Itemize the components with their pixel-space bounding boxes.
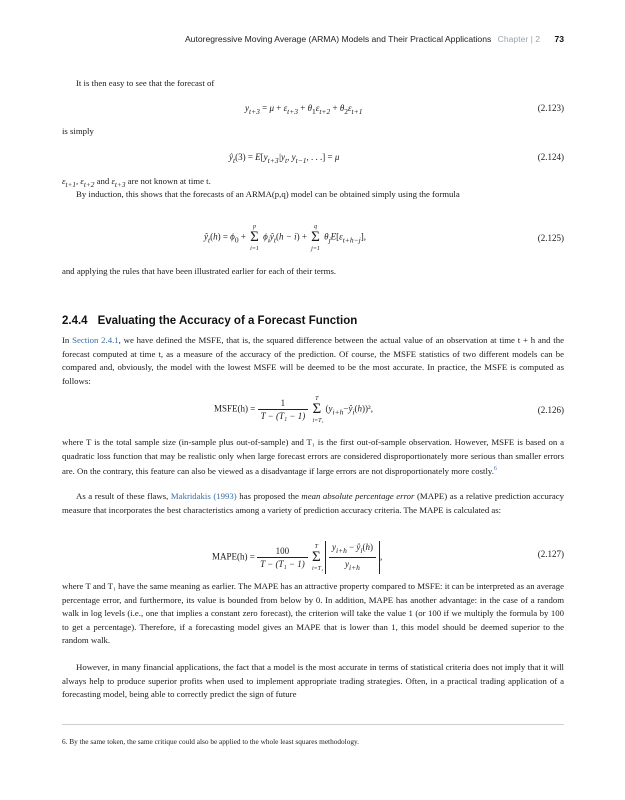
paragraph-text: where T is the total sample size (in-sample plus out-of-sample) and T₁ is the first out-of-sample observation. However, MSFE is based on a quadratic loss function that may be realistic only when large forecast errors are considered disproportionately more serious than smaller errors are. On the contrary, this feature can also be viewed as a disadvantage if large errors are not disproportionately more costly. (62, 437, 564, 476)
paragraph-text: (MAPE) as a relative prediction accuracy measure that incorporates the best characteristics among a variety of prediction accuracy criteria. The MAPE is calculated as: (62, 491, 564, 515)
frac-denominator: T − (T₁ − 1) (260, 411, 306, 421)
paragraph-msfe (62, 334, 564, 388)
footnote-divider (62, 724, 564, 725)
page-number: 73 (554, 34, 564, 44)
as-line: $\varepsilon_{t+1}$, $\varepsilon_{t+2}$ and $\varepsilon_{t+3}$ are not known at time t. (62, 176, 211, 189)
footnote-marker[interactable]: 6 (493, 466, 497, 472)
paragraph-financial: However, in many financial applications, the fact that a model is the most accurate in terms of statistical criteria does not imply that it will always help to produce superior profits when used to implement appropriate trading strategies. Often, in a practical trading application of a forecasting model, being able to correctly predict the sign of future (62, 662, 564, 699)
makridakis-link[interactable]: Makridakis (1993) (170, 491, 237, 501)
section-heading (62, 315, 357, 327)
footnote: 6. By the same token, the same critique could also be applied to the whole least squares methodology. (62, 737, 360, 747)
paragraph-text: has proposed the (236, 491, 302, 501)
paragraph-mape: where T and T₁ have the same meaning as earlier. The MAPE has an attractive property compared to MSFE: it can be interpreted as an average percentage error, and furthermore, its value is bounded from below by 0. In addition, MAPE has another advantage: in the case of a random walk in log levels (i.e., one that implies a constant zero forecast), the criterion will take the value 1 (or 100 if we multiply the formula by 100 to get a percentage). Therefore, if a forecasting model gives an MAPE that is lower than 1, this model should be deemed superior to the random walk. (62, 581, 564, 645)
equation-number: (2.124) (537, 152, 564, 162)
running-title: Autoregressive Moving Average (ARMA) Models and Their Practical Applications (184, 34, 492, 44)
is-simply-text: is simply (62, 126, 94, 136)
as-line-tail: are not known at time t. (125, 176, 211, 186)
paragraph-where (62, 436, 564, 478)
induction-paragraph: By induction, this shows that the forecasts of an ARMA(p,q) model can be obtained simply using the formula (76, 189, 460, 199)
paragraph-makridakis (62, 490, 564, 517)
paragraph-text: , we have defined the MSFE, that is, the squared difference between the actual value of an observation at time t + h and the forecast computed at time t, as a measure of the accuracy of the prediction. Of course, the MSFE statistics of two different models can be compared and, obviously, the model with the lowest MSFE will be deemed to be the most accurate. In practice, the MSFE is computed as follows: (62, 335, 564, 386)
frac-numerator: 100 (257, 545, 308, 558)
running-head (185, 34, 564, 44)
applying-text: and applying the rules that have been illustrated earlier for each of their terms. (62, 266, 337, 276)
section-number: 2.4.4 (62, 315, 88, 327)
equation-number: (2.127) (537, 549, 564, 559)
equation-number: (2.125) (537, 233, 564, 243)
intro-line: It is then easy to see that the forecast of (76, 78, 215, 88)
chapter-label: Chapter | 2 (497, 34, 541, 44)
equation-number: (2.123) (537, 103, 564, 113)
emphasis-text: mean absolute percentage error (301, 491, 415, 501)
equation-number: (2.126) (537, 405, 564, 415)
frac-denominator: T − (T₁ − 1) (260, 558, 305, 569)
section-2-4-1-link[interactable]: Section 2.4.1 (72, 335, 119, 345)
page: Autoregressive Moving Average (ARMA) Models and Their Practical Applications Chapter | 2 73 It is then easy to see that the forecast of $y_{t+3} = \mu + \varepsilon_{t+3} + \theta_1\varepsilon_{t+2} + \theta_2\varepsilon_{t+1}$ (2.123) is simply $ŷ_t(3) = E[y_{t+3}|y_t$, $y_{t-1}$, . . .] = μ (2.124) $\varepsilon_{t+1}$, $\varepsilon_{t+2}$ and $\varepsilon_{t+3}$ are not known at time t. By induction, this shows that the forecasts of an ARMA(p,q) model can be obtained simply using the formula $ŷ_t(h) = \phi_0$ + p Σ i=1 $\phi_iŷ_t(h - i)$ + q Σ j=1 $\theta_jE[\varepsilon_{t+h-j}]$, (2.125) and applying the rules that have been illustrated earlier for each of their terms. 2.4.4 Evaluating the Accuracy of a Forecast Function In Section 2.4.1, we have defined the MSFE, that is, the squared difference between the actual value of an observation at time t + h and the forecast computed at time t, as a measure of the accuracy of the prediction. Of course, the MSFE statistics of two different models can be compared and, obviously, the model with the lowest MSFE will be deemed to be the most accurate. In practice, the MSFE is computed as follows: MSFE(h) = $\frac{1}{\text{T − (T₁ − 1)}}$ T Σ i=T₁ $(y_{i+h}-ŷ_i(h))^2$, (2.126) where T is the total sample size (in-sample plus out-of-sample) and T₁ is the first out-of-sample observation. However, MSFE is based on a quadratic loss function that may be realistic only when large forecast errors are considered disproportionately more serious than smaller errors are. On the contrary, this feature can also be viewed as a disadvantage if large errors are not disproportionately more costly.$^6$ As a result of these flaws, Makridakis (1993) has proposed the mean absolute percentage error (MAPE) as a relative prediction accuracy measure that incorporates the best characteristics among a variety of prediction accuracy criteria. The MAPE is calculated as: MAPE(h) = $\frac{100}{\text{T − (T₁ − 1)}}$ T Σ i=T₁ $\frac{y_{i+h} - ŷ_i(h)}{y_{i+h}}$ , (2.127) where T and T₁ have the same meaning as earlier. The MAPE has an attractive property compared to MSFE: it can be interpreted as an average percentage error, and furthermore, its value is bounded from below by 0. In addition, MAPE has another advantage: in the case of a random walk in log levels (i.e., one that implies a constant zero forecast), the criterion will take the value 1 (or 100 if we multiply the formula by 100 to get a percentage). Therefore, if a forecasting model gives an MAPE that is lower than 1, this model should be deemed superior to the random walk. However, in many financial applications, the fact that a model is the most accurate in terms of statistical criteria does not imply that it will always help to produce superior profits when used to implement appropriate trading strategies. Often, in a practical trading application of a forecasting model, being able to correctly predict the sign of future 6. By the same token, the same critique could also be applied to the whole least squares methodology. (62, 34, 564, 747)
mape-lhs: MAPE(h) = (212, 551, 255, 562)
msfe-lhs: MSFE(h) = (214, 403, 256, 414)
section-title: Evaluating the Accuracy of a Forecast Function (97, 315, 358, 327)
paragraph-text: In (62, 335, 73, 345)
frac-numerator: 1 (258, 397, 309, 410)
paragraph-text: As a result of these flaws, (76, 491, 171, 501)
